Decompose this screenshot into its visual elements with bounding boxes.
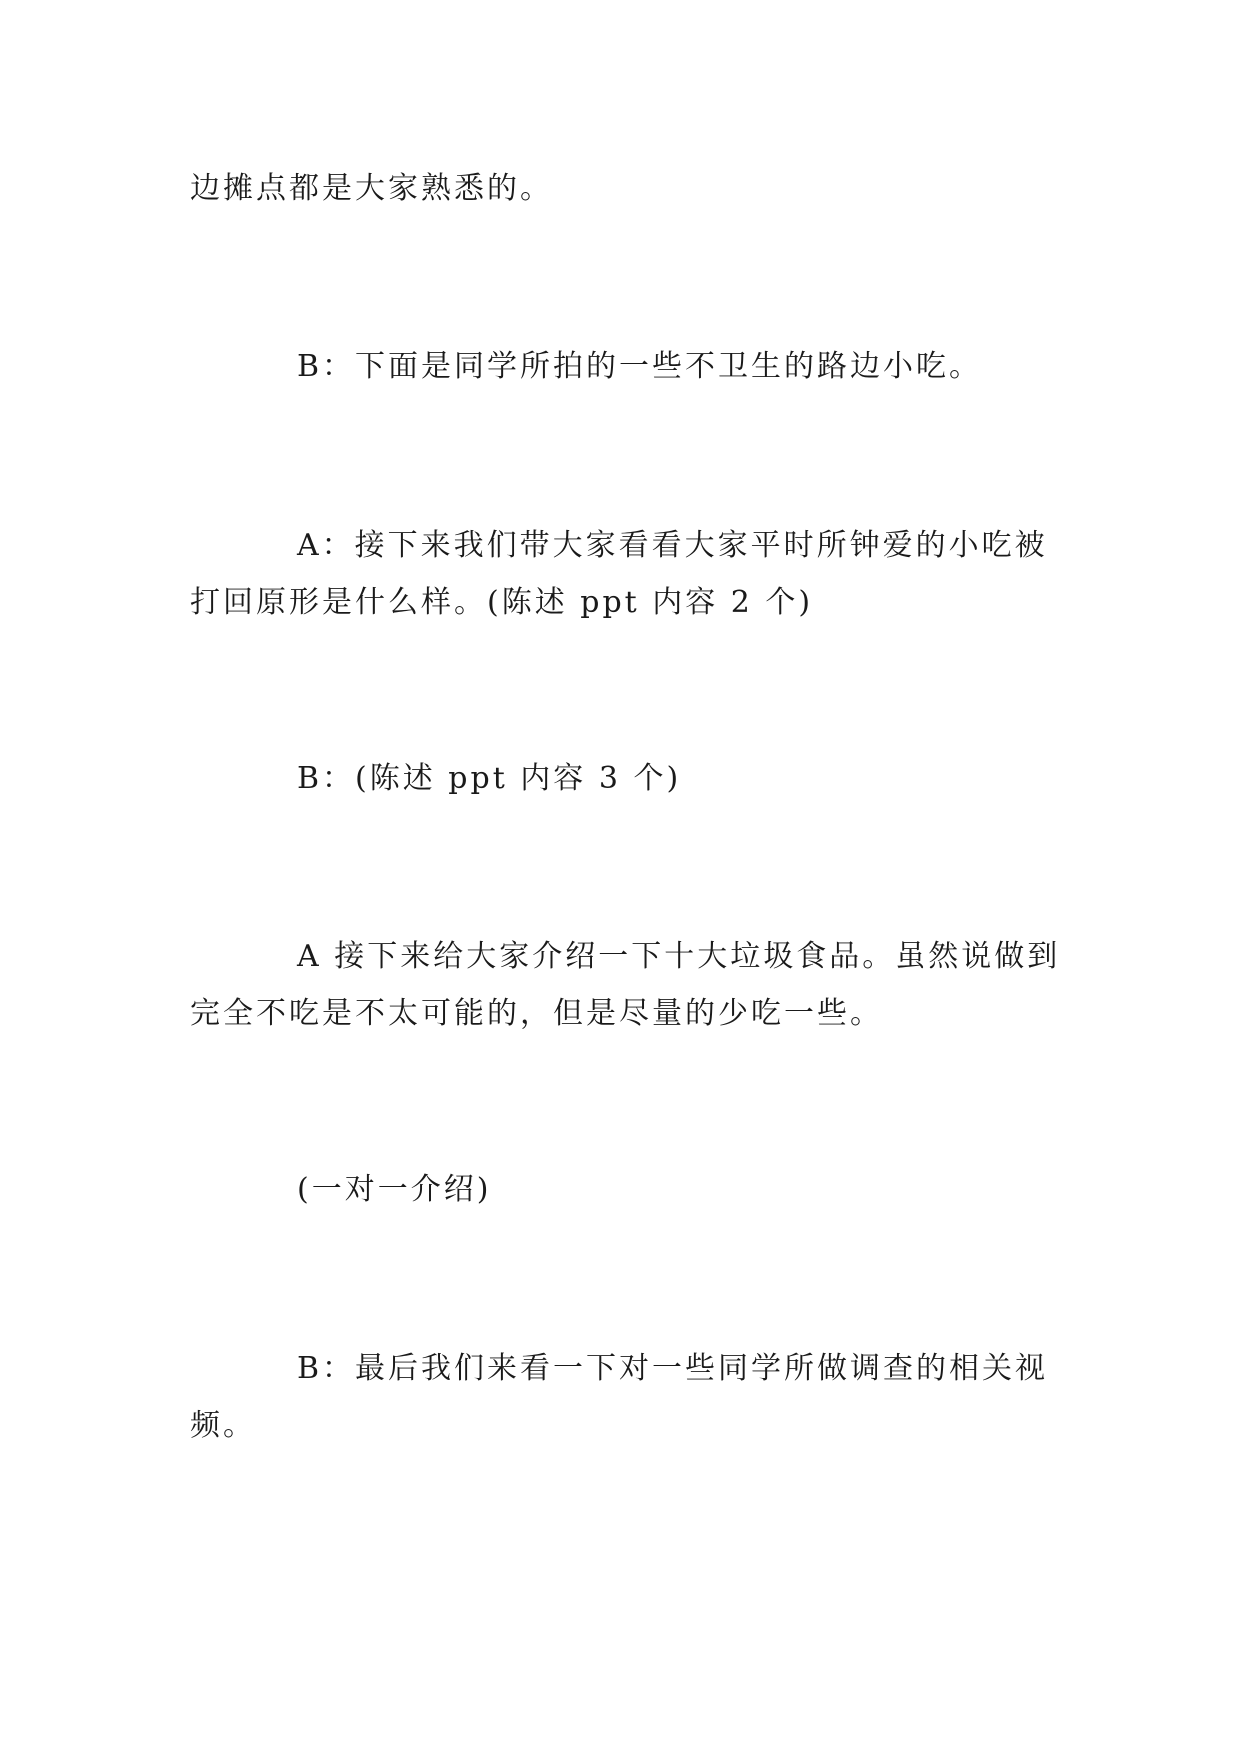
- text-line: 打回原形是什么样。(陈述 ppt 内容 2 个): [190, 585, 814, 620]
- paragraph-a-junk-food: [190, 928, 1060, 1042]
- paragraph-b-roadside-snacks: [190, 338, 1060, 395]
- paragraph-b-survey-video: [190, 1340, 1060, 1454]
- text-line: (一对一介绍): [297, 1172, 492, 1207]
- text-line: B：下面是同学所拍的一些不卫生的路边小吃。: [297, 349, 983, 384]
- text-line: B：(陈述 ppt 内容 3 个): [297, 761, 682, 796]
- text-line: 完全不吃是不太可能的，但是尽量的少吃一些。: [190, 996, 883, 1031]
- text-line: A 接下来给大家介绍一下十大垃圾食品。虽然说做到: [297, 939, 1061, 974]
- paragraph-b-ppt-content: [190, 750, 1060, 807]
- paragraph-a-favorite-snacks: [190, 517, 1060, 631]
- text-line: A：接下来我们带大家看看大家平时所钟爱的小吃被: [297, 528, 1048, 563]
- text-line: 频。: [190, 1408, 256, 1443]
- paragraph-intro-continuation: [190, 160, 1060, 217]
- text-line: 边摊点都是大家熟悉的。: [190, 171, 553, 206]
- text-line: B：最后我们来看一下对一些同学所做调查的相关视: [297, 1351, 1049, 1386]
- paragraph-one-by-one: [190, 1161, 1060, 1218]
